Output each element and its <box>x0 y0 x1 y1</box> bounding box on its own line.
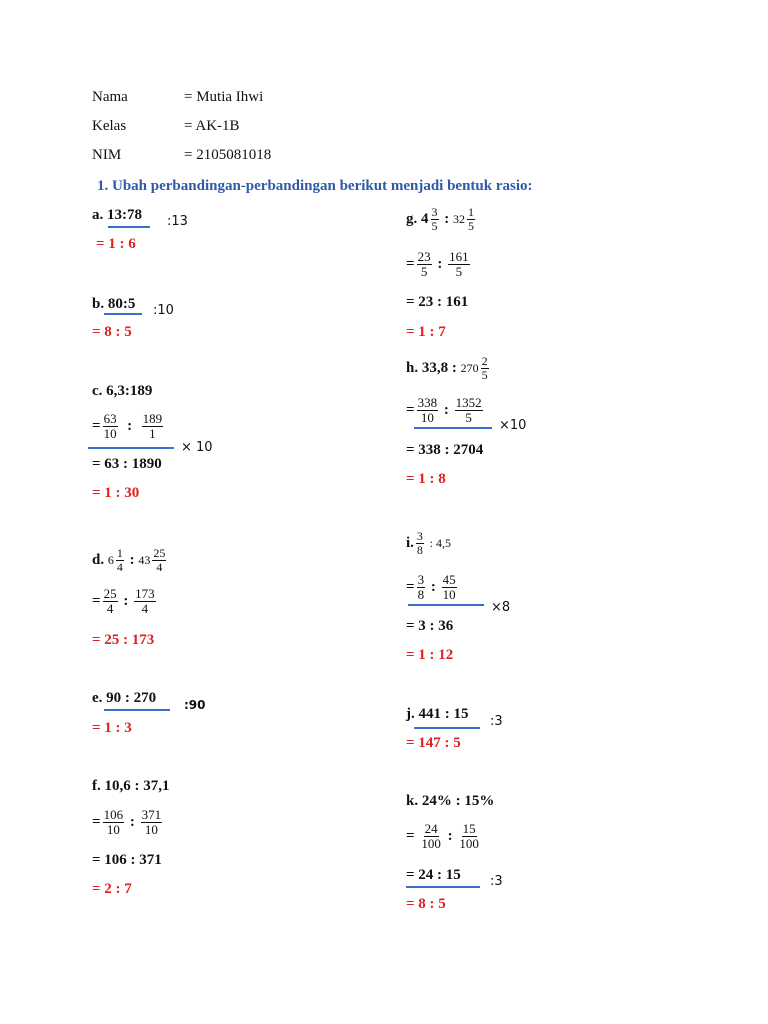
answer-a: = 1 : 6 <box>96 236 136 252</box>
item-i-label: i. $\frac{3}{8}$ : 4,5 <box>406 529 452 557</box>
note-b: :10 <box>153 303 174 318</box>
item-c-fractions: = $\frac{63}{10}$ : $\frac{189}{1}$ <box>92 411 163 441</box>
underline-h <box>414 427 492 429</box>
answer-j: = 147 : 5 <box>406 735 461 751</box>
answer-h: = 1 : 8 <box>406 471 446 487</box>
step-g: = 23 : 161 <box>406 294 469 310</box>
item-j: j. 441 : 15 <box>406 706 469 722</box>
nim-label: NIM <box>92 147 122 163</box>
item-d-label: d. 6 $\frac{1}{4}$ : 43 $\frac{25}{4}$ <box>92 546 166 574</box>
item-f-fractions: = $\frac{106}{10}$ : $\frac{371}{10}$ <box>92 807 162 837</box>
kelas-value: = AK-1B <box>184 118 240 134</box>
note-k: :3 <box>490 874 503 889</box>
item-e: e. 90 : 270 <box>92 690 157 706</box>
underline-i <box>408 604 484 606</box>
answer-i: = 1 : 12 <box>406 647 454 663</box>
item-k-label: k. 24% : 15% <box>406 793 495 809</box>
answer-f: = 2 : 7 <box>92 881 132 897</box>
underline-j <box>414 727 480 729</box>
item-h-label: h. 33,8 : 270 $\frac{2}{5}$ <box>406 354 488 382</box>
item-f-label: f. 10,6 : 37,1 <box>92 778 170 794</box>
question-title: 1. Ubah perbandingan-perbandingan berikut menjadi bentuk rasio: <box>97 178 533 194</box>
step-f: = 106 : 371 <box>92 852 162 868</box>
underline-c <box>88 447 174 449</box>
nama-label: Nama <box>92 89 128 105</box>
step-k: = 24 : 15 <box>406 867 461 883</box>
item-a: a. 13:78 <box>92 207 142 223</box>
underline-b <box>104 313 142 315</box>
underline-e <box>104 709 170 711</box>
underline-a <box>108 226 150 228</box>
note-i: ×8 <box>491 600 511 615</box>
item-d-fractions: = $\frac{25}{4}$ : $\frac{173}{4}$ <box>92 586 155 616</box>
item-c-label: c. 6,3:189 <box>92 383 153 399</box>
nama-value: = Mutia Ihwi <box>184 89 264 105</box>
answer-e: = 1 : 3 <box>92 720 132 736</box>
answer-k: = 8 : 5 <box>406 896 446 912</box>
item-b: b. 80:5 <box>92 296 136 312</box>
step-h: = 338 : 2704 <box>406 442 484 458</box>
underline-k <box>406 886 480 888</box>
note-a: :13 <box>167 214 188 229</box>
item-g-fractions: = $\frac{23}{5}$ : $\frac{161}{5}$ <box>406 249 469 279</box>
note-h: ×10 <box>499 418 527 433</box>
nim-value: = 2105081018 <box>184 147 272 163</box>
answer-c: = 1 : 30 <box>92 485 140 501</box>
answer-d: = 25 : 173 <box>92 632 155 648</box>
item-k-fractions: = $\frac{24}{100}$ : $\frac{15}{100}$ <box>406 821 479 851</box>
step-i: = 3 : 36 <box>406 618 454 634</box>
step-c: = 63 : 1890 <box>92 456 162 472</box>
answer-b: = 8 : 5 <box>92 324 132 340</box>
kelas-label: Kelas <box>92 118 127 134</box>
note-c: × 10 <box>181 440 213 455</box>
item-i-fractions: = $\frac{3}{8}$ : $\frac{45}{10}$ <box>406 572 456 602</box>
item-h-fractions: = $\frac{338}{10}$ : $\frac{1352}{5}$ <box>406 395 482 425</box>
note-j: :3 <box>490 714 503 729</box>
answer-g: = 1 : 7 <box>406 324 446 340</box>
item-g-label: g. 4 $\frac{3}{5}$ : 32 $\frac{1}{5}$ <box>406 205 474 233</box>
note-e: :90 <box>184 698 206 712</box>
